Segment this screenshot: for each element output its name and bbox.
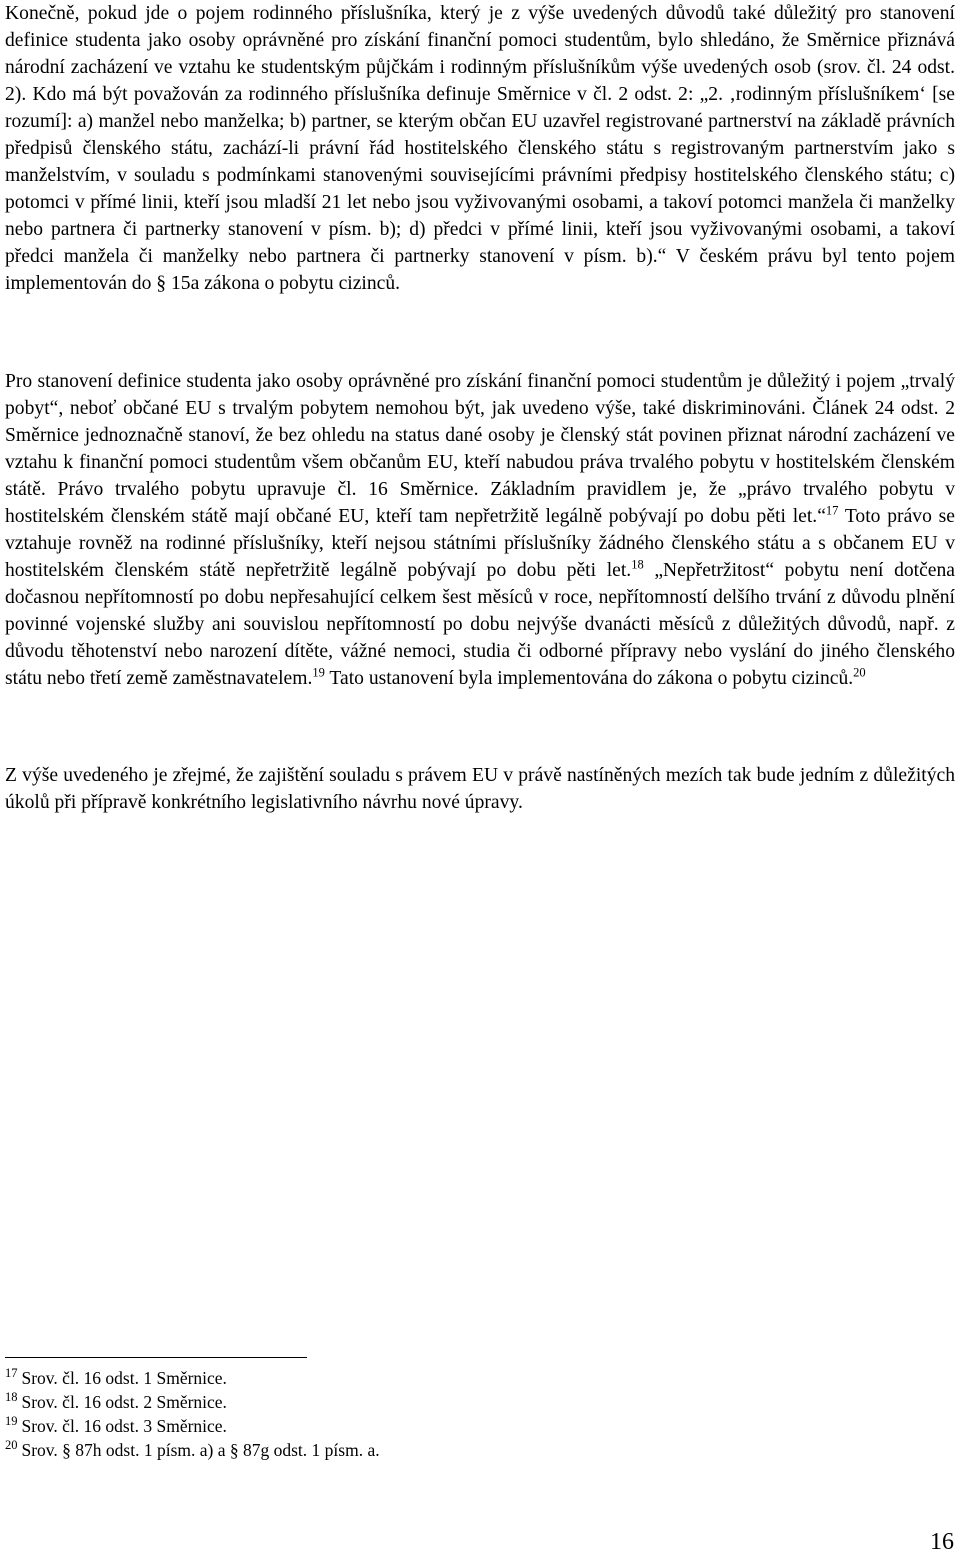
footnote-text: Srov. čl. 16 odst. 1 Směrnice.	[21, 1368, 227, 1388]
paragraph-text: Tato ustanovení byla implementována do zákona o pobytu cizinců.	[324, 668, 854, 689]
footnote-reference[interactable]: 20	[853, 665, 866, 680]
paragraph-text: Toto právo se vztahuje rovněž na rodinné příslušníky, kteří nejsou státními příslušníky žádného členského státu a s občanem EU v hostitelském členském státě nepřetržitě legálně pobývají po dobu pěti let.	[5, 506, 955, 581]
footnote-reference[interactable]: 18	[631, 557, 644, 572]
footnote-item	[5, 1414, 705, 1438]
footnote-text: Srov. § 87h odst. 1 písm. a) a § 87g odst. 1 písm. a.	[21, 1440, 380, 1460]
footnote-item	[5, 1438, 705, 1462]
footnote-number: 18	[5, 1390, 18, 1405]
footnote-separator	[5, 1357, 307, 1358]
paragraph-family-member: Konečně, pokud jde o pojem rodinného příslušníka, který je z výše uvedených důvodů také důležitý pro stanovení definice studenta jako osoby oprávněné pro získání finanční pomoci studentům, bylo shledáno, že Směrnice přiznává národní zacházení ve vztahu ke studentským půjčkám i rodinným příslušníkům výše uvedených osob (srov. čl. 24 odst. 2). Kdo má být považován za rodinného příslušníka definuje Směrnice v čl. 2 odst. 2: „2. ‚rodinným příslušníkem‘ [se rozumí]: a) manžel nebo manželka; b) partner, se kterým občan EU uzavřel registrované partnerství na základě právních předpisů členského státu, zachází-li právní řád hostitelského členského státu s registrovaným partnerstvím jako s manželstvím, v souladu s podmínkami stanovenými souvisejícími právními předpisy hostitelského členského státu; c) potomci v přímé linii, kteří jsou mladší 21 let nebo jsou vyživovanými osobami, a takoví potomci manžela či manželky nebo partnera či partnerky stanovení v písm. b); d) předci v přímé linii, kteří jsou vyživovanými osobami, a takoví předci manžela či manželky nebo partnera či partnerky stanovení v písm. b).“ V českém právu byl tento pojem implementován do § 15a zákona o pobytu cizinců.	[5, 3, 955, 294]
footnote-number: 20	[5, 1438, 18, 1453]
footnote-text: Srov. čl. 16 odst. 3 Směrnice.	[21, 1416, 227, 1436]
paragraph-conclusion: Z výše uvedeného je zřejmé, že zajištění souladu s právem EU v právě nastíněných mezích tak bude jedním z důležitých úkolů při přípravě konkrétního legislativního návrhu nové úpravy.	[5, 765, 955, 813]
paragraph-text: „Nepřetržitost“ pobytu není dotčena dočasnou nepřítomností po dobu nepřesahující celkem šest měsíců v roce, nepřítomností delšího trvání z důvodu plnění povinné vojenské služby ani souvislou nepřítomností po dobu nejvýše dvanácti měsíců z důležitých důvodů, např. z důvodu těhotenství nebo narození dítěte, vážné nemoci, studia či odborné přípravy nebo vyslání do jiného členského státu nebo třetí země zaměstnavatelem.	[5, 560, 955, 689]
footnote-text: Srov. čl. 16 odst. 2 Směrnice.	[21, 1392, 227, 1412]
footnote-number: 19	[5, 1414, 18, 1429]
footnote-number: 17	[5, 1366, 18, 1381]
page-number: 16	[930, 1529, 954, 1555]
paragraph-permanent-residence	[5, 368, 955, 692]
footnote-reference[interactable]: 17	[825, 503, 839, 518]
footnote-item	[5, 1390, 705, 1414]
footnote-item	[5, 1366, 705, 1390]
paragraph-text: Pro stanovení definice studenta jako osoby oprávněné pro získání finanční pomoci studentům je důležitý i pojem „trvalý pobyt“, neboť občané EU s trvalým pobytem nemohou být, jak uvedeno výše, také diskriminováni. Článek 24 odst. 2 Směrnice jednoznačně stanoví, že bez ohledu na status dané osoby je členský stát povinen přiznat národní zacházení ve vztahu k finanční pomoci studentům všem občanům EU, kteří nabudou práva trvalého pobytu v hostitelském členském státě. Právo trvalého pobytu upravuje čl. 16 Směrnice. Základním pravidlem je, že „právo trvalého pobytu v hostitelském členském státě mají občané EU, kteří tam nepřetržitě legálně pobývají po dobu pěti let.“	[5, 371, 955, 527]
footnote-reference[interactable]: 19	[312, 665, 325, 680]
footnotes	[5, 1366, 705, 1462]
